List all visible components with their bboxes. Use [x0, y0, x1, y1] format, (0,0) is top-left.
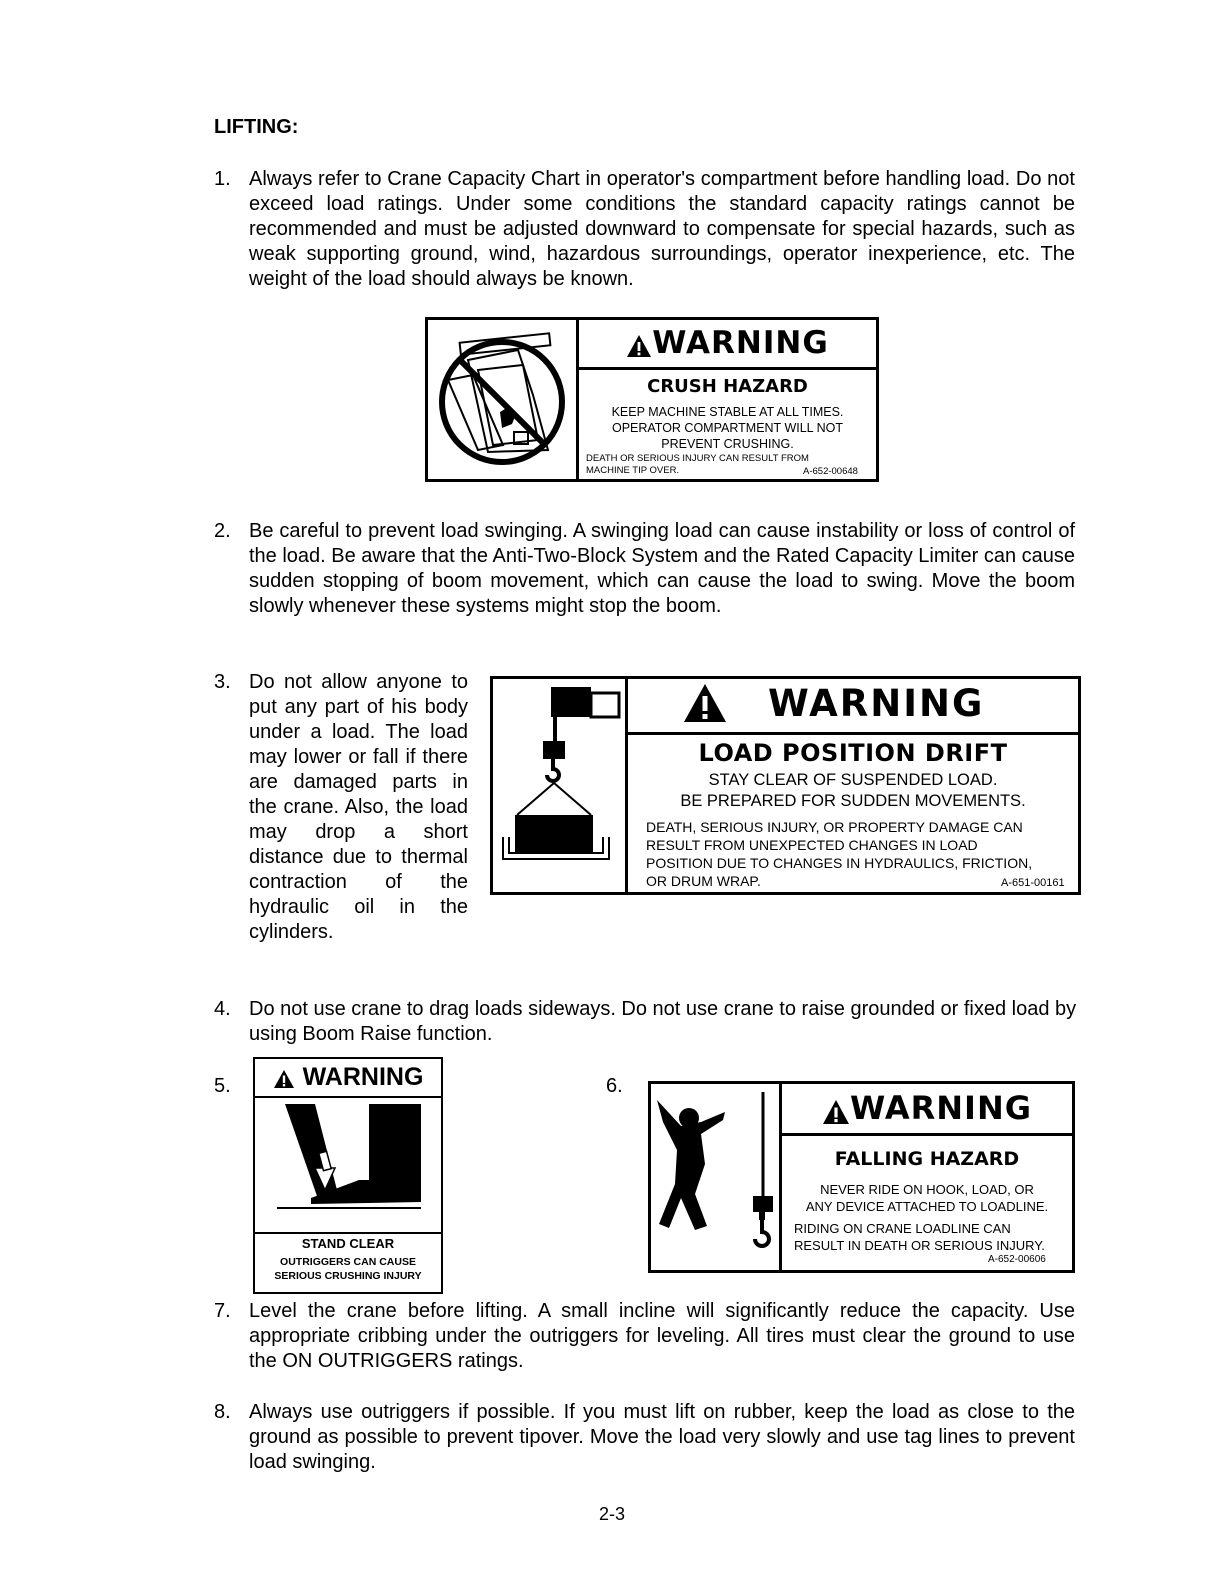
item-number: 5.	[214, 1075, 231, 1097]
sign-line: RESULT FROM UNEXPECTED CHANGES IN LOAD	[646, 837, 978, 853]
warning-label: WARNING	[652, 325, 829, 361]
sign-line: DEATH OR SERIOUS INJURY CAN RESULT FROM	[586, 453, 809, 464]
crush-sign-body	[579, 404, 876, 452]
sign-line: NEVER RIDE ON HOOK, LOAD, OR	[820, 1182, 1034, 1197]
falling-person-icon	[651, 1084, 779, 1270]
sign-line: BE PREPARED FOR SUDDEN MOVEMENTS.	[680, 792, 1026, 810]
crush-hazard-title: CRUSH HAZARD	[647, 376, 808, 397]
sign-line: DEATH, SERIOUS INJURY, OR PROPERTY DAMAGE CAN	[646, 819, 1023, 835]
section-heading: LIFTING:	[214, 116, 299, 138]
item-number: 6.	[606, 1075, 623, 1097]
sign-line: STAY CLEAR OF SUSPENDED LOAD.	[708, 771, 998, 789]
falling-hazard-title: FALLING HAZARD	[834, 1148, 1020, 1170]
sign-code: A-652-00648	[803, 466, 858, 477]
crush-sign-footnote	[586, 453, 809, 477]
load-drift-pictogram	[493, 679, 628, 892]
sign-line: OR DRUM WRAP.	[646, 873, 761, 889]
sign-line: POSITION DUE TO CHANGES IN HYDRAULICS, FRICTION,	[646, 855, 1033, 871]
warning-label: WARNING	[302, 1063, 424, 1091]
item-text: Do not use crane to drag loads sideways. Do not use crane to raise grounded or fixed load by using Boom Raise function.	[249, 998, 1077, 1045]
item-text: Always refer to Crane Capacity Chart in operator's compartment before handling load. Do not exceed load ratings. Under some conditions the standard capacity ratings cannot be recommended and must be adjusted downward to compensate for special hazards, such as weak supporting ground, wind, hazardous surroundings, operator inexperience, etc. The weight of the load should always be known.	[249, 168, 1075, 290]
outrigger-sign	[253, 1057, 443, 1294]
crush-pictogram	[428, 320, 579, 479]
load-drift-body	[628, 770, 1078, 812]
warning-triangle-icon	[273, 1069, 295, 1089]
sign-code: A-652-00606	[988, 1254, 1046, 1265]
load-drift-footnote	[646, 818, 1032, 890]
load-drift-sign-header	[628, 679, 1078, 735]
page-number: 2-3	[598, 1504, 625, 1524]
item-number: 3.	[214, 671, 231, 693]
sign-line: RESULT IN DEATH OR SERIOUS INJURY.	[794, 1238, 1045, 1253]
item-number: 1.	[214, 168, 231, 190]
sign-line: RIDING ON CRANE LOADLINE CAN	[794, 1221, 1011, 1236]
load-drift-sign	[490, 676, 1081, 895]
sign-line: MACHINE TIP OVER.	[586, 465, 680, 476]
item-text: Do not allow anyone to put any part of his body under a load. The load may lower or fall if there are damaged parts in the crane. Also, the load may drop a short distance due to thermal contraction of the hydraulic oil in the cylinders.	[249, 671, 468, 943]
item-number: 4.	[214, 998, 231, 1020]
outrigger-crush-icon	[255, 1098, 441, 1232]
sign-line: OUTRIGGERS CAN CAUSE	[280, 1256, 416, 1268]
sign-line: ANY DEVICE ATTACHED TO LOADLINE.	[805, 1199, 1049, 1214]
sign-line: SERIOUS CRUSHING INJURY	[274, 1270, 422, 1282]
sign-code: A-651-00161	[1001, 877, 1065, 889]
crush-icon	[428, 320, 576, 479]
falling-sign-header	[782, 1084, 1072, 1136]
warning-label: WARNING	[850, 1089, 1032, 1127]
sign-line: STAND CLEAR	[301, 1236, 395, 1251]
outrigger-sign-body	[255, 1236, 441, 1283]
falling-sign-footnote	[794, 1220, 1045, 1254]
item-text: Level the crane before lifting. A small incline will significantly reduce the capacity. Use appropriate cribbing under the outriggers for leveling. All tires must clear the ground to use the ON OUTRIGGERS ratings.	[249, 1300, 1075, 1372]
outrigger-divider	[255, 1232, 441, 1234]
item-text: Be careful to prevent load swinging. A swinging load can cause instability or loss of control of the load. Be aware that the Anti-Two-Block System and the Rated Capacity Limiter can cause sudden stopping of boom movement, which can cause the load to swing. Move the boom slowly whenever these systems might stop the boom.	[249, 520, 1075, 617]
sign-line: PREVENT CRUSHING.	[661, 437, 794, 451]
item-text: Always use outriggers if possible. If you must lift on rubber, keep the load as close to the ground as possible to prevent tipover. Move the load very slowly and use tag lines to prevent load swinging.	[249, 1401, 1075, 1473]
warning-triangle-icon	[683, 683, 727, 723]
item-number: 8.	[214, 1401, 231, 1423]
warning-label: WARNING	[768, 682, 985, 725]
crush-sign-header	[579, 320, 876, 370]
warning-triangle-icon	[626, 334, 652, 358]
warning-triangle-icon	[822, 1099, 850, 1125]
sign-line: KEEP MACHINE STABLE AT ALL TIMES.	[611, 405, 844, 419]
falling-pictogram	[651, 1084, 782, 1270]
item-number: 2.	[214, 520, 231, 542]
falling-sign-body	[782, 1181, 1072, 1215]
outrigger-sign-header	[255, 1059, 441, 1098]
suspended-load-icon	[493, 679, 625, 892]
load-drift-title: LOAD POSITION DRIFT	[698, 739, 1008, 767]
sign-line: OPERATOR COMPARTMENT WILL NOT	[611, 421, 844, 435]
falling-hazard-sign	[648, 1081, 1075, 1273]
item-number: 7.	[214, 1300, 231, 1322]
crush-hazard-sign	[425, 317, 879, 482]
